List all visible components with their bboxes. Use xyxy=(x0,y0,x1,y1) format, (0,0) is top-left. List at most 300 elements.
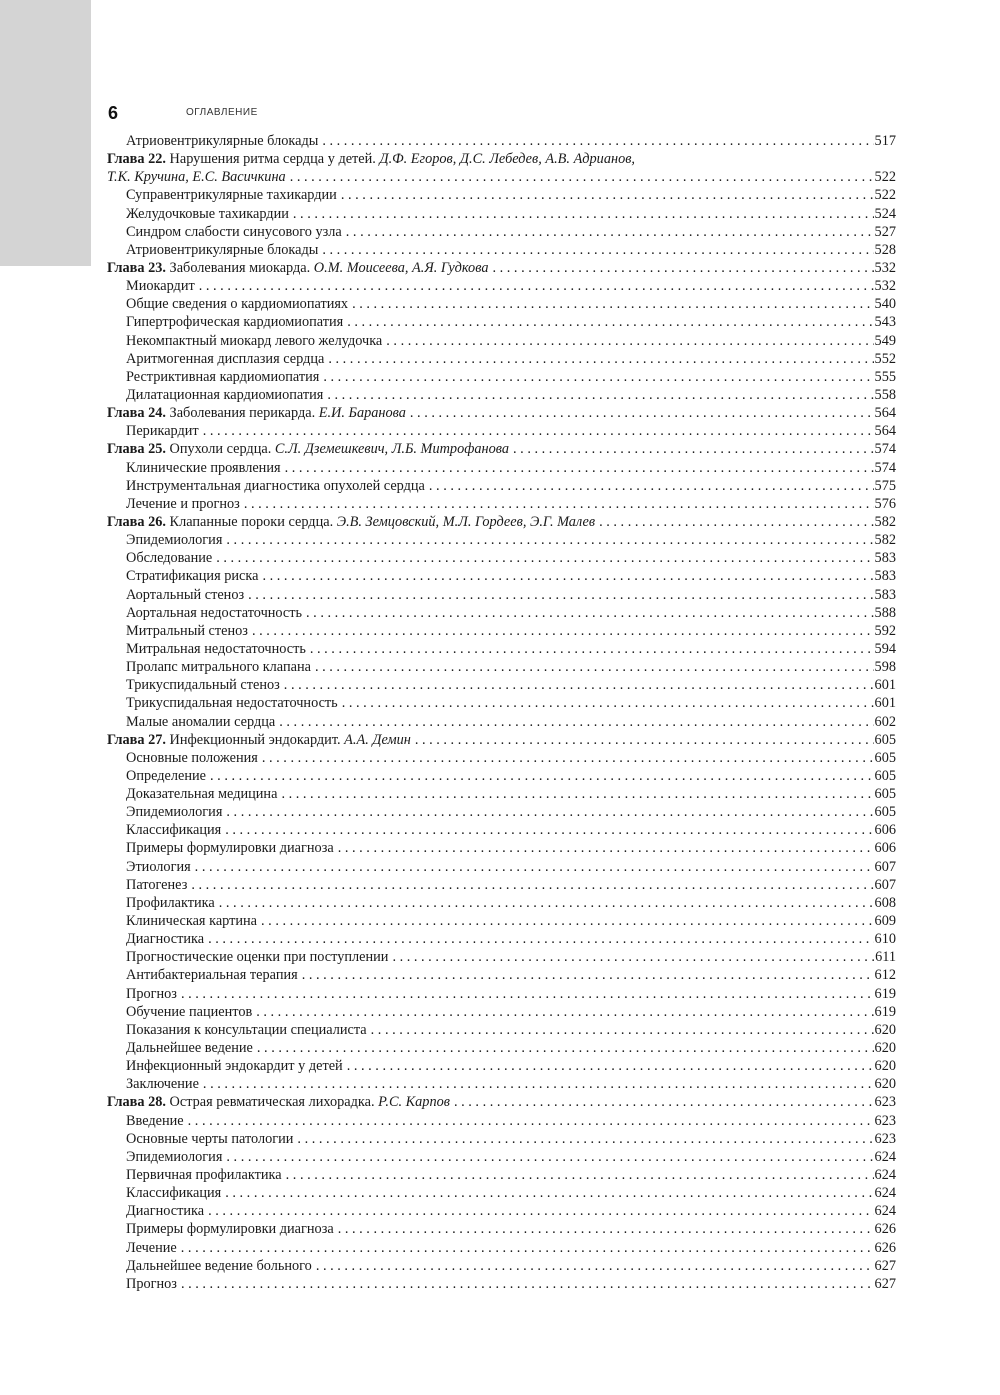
toc-entry[interactable] xyxy=(107,894,896,912)
toc-entry-text xyxy=(107,404,406,422)
toc-entry-text xyxy=(107,332,382,350)
page-ref: 612 xyxy=(874,967,896,984)
page-ref: 607 xyxy=(874,876,896,893)
dot-leader xyxy=(203,422,874,440)
toc-entry-text xyxy=(107,966,298,984)
toc-entry-text xyxy=(107,495,240,513)
dot-leader xyxy=(338,1220,874,1238)
dot-leader xyxy=(188,1112,874,1130)
section-title: Миокардит xyxy=(126,278,195,295)
page-ref: 594 xyxy=(874,640,896,657)
dot-leader xyxy=(208,930,873,948)
toc-entry-text xyxy=(107,1057,343,1075)
section-title: Дальнейшее ведение xyxy=(126,1040,253,1057)
toc-entry-text xyxy=(107,894,215,912)
toc-entry-text xyxy=(107,713,275,731)
dot-leader xyxy=(195,858,874,876)
toc-entry[interactable] xyxy=(107,930,896,948)
page-ref: 588 xyxy=(874,604,896,621)
page-ref: 627 xyxy=(874,1257,896,1274)
section-title: Рестриктивная кардиомиопатия xyxy=(126,368,320,385)
toc-entry-text xyxy=(107,731,411,749)
toc-entry[interactable] xyxy=(107,1003,896,1021)
toc-entry-text xyxy=(107,586,244,604)
page-ref: 606 xyxy=(874,840,896,857)
page-ref: 528 xyxy=(874,241,896,258)
toc-entry[interactable] xyxy=(107,876,896,894)
chapter-label: Глава 23. xyxy=(107,259,166,276)
chapter-authors: Е.И. Баранова xyxy=(318,405,406,422)
page-ref: 623 xyxy=(874,1094,896,1111)
page-ref: 524 xyxy=(874,205,896,222)
page-ref: 532 xyxy=(874,278,896,295)
toc-entry-text xyxy=(107,1021,367,1039)
toc-entry[interactable] xyxy=(107,1166,896,1184)
toc-entry[interactable] xyxy=(107,186,896,204)
toc-entry[interactable] xyxy=(107,1075,896,1093)
chapter-title: Заболевания миокарда. xyxy=(169,259,311,276)
dot-leader xyxy=(454,1093,874,1111)
section-title: Суправентрикулярные тахикардии xyxy=(126,187,337,204)
toc-entry-text xyxy=(107,803,222,821)
page-ref: 602 xyxy=(874,713,896,730)
page-ref: 608 xyxy=(874,894,896,911)
toc-entry-text xyxy=(107,1112,184,1130)
toc-entry[interactable] xyxy=(107,495,896,513)
chapter-label: Глава 27. xyxy=(107,731,166,748)
page-ref: 611 xyxy=(875,949,896,966)
toc-entry-text xyxy=(107,948,388,966)
toc-entry-text xyxy=(107,1148,222,1166)
toc-entry[interactable] xyxy=(107,1112,896,1130)
page-ref: 624 xyxy=(874,1148,896,1165)
page-ref: 583 xyxy=(874,568,896,585)
page-ref: 620 xyxy=(874,1021,896,1038)
toc-entry-text xyxy=(107,1039,253,1057)
toc-entry-text xyxy=(107,223,342,241)
toc-entry[interactable] xyxy=(107,985,896,1003)
section-title: Эпидемиология xyxy=(126,804,223,821)
toc-entry[interactable] xyxy=(107,586,896,604)
dot-leader xyxy=(199,277,874,295)
dot-leader xyxy=(347,1057,874,1075)
page-ref: 598 xyxy=(874,659,896,676)
toc-entry[interactable] xyxy=(107,350,896,368)
page-ref: 583 xyxy=(874,586,896,603)
section-title: Примеры формулировки диагноза xyxy=(126,840,334,857)
page-ref: 606 xyxy=(874,822,896,839)
toc-entry[interactable] xyxy=(107,332,896,350)
toc-entry[interactable] xyxy=(107,549,896,567)
section-title: Этиология xyxy=(126,858,191,875)
dot-leader xyxy=(327,386,873,404)
dot-leader xyxy=(281,785,873,803)
toc-entry[interactable] xyxy=(107,422,896,440)
section-title: Стратификация риска xyxy=(126,568,259,585)
dot-leader xyxy=(262,749,874,767)
dot-leader xyxy=(599,513,873,531)
chapter-label: Глава 26. xyxy=(107,513,166,530)
toc-chapter-entry[interactable] xyxy=(107,404,896,422)
toc-entry-text xyxy=(107,821,221,839)
dot-leader xyxy=(226,803,873,821)
toc-entry[interactable] xyxy=(107,640,896,658)
dot-leader xyxy=(315,658,874,676)
dot-leader xyxy=(342,694,874,712)
toc-entry[interactable] xyxy=(107,1057,896,1075)
toc-entry[interactable] xyxy=(107,1130,896,1148)
toc-entry[interactable] xyxy=(107,223,896,241)
toc-entry-text xyxy=(107,658,311,676)
chapter-title: Клапанные пороки сердца. xyxy=(169,513,334,530)
page-ref: 555 xyxy=(874,368,896,385)
page-ref: 627 xyxy=(874,1275,896,1292)
toc-entry[interactable] xyxy=(107,821,896,839)
toc-chapter-entry[interactable] xyxy=(107,440,896,458)
section-title: Антибактериальная терапия xyxy=(126,967,298,984)
chapter-label: Глава 24. xyxy=(107,405,166,422)
section-title: Трикуспидальная недостаточность xyxy=(126,695,338,712)
page-ref: 626 xyxy=(874,1239,896,1256)
toc-chapter-entry[interactable] xyxy=(107,731,896,749)
toc-entry-text xyxy=(107,749,258,767)
dot-leader xyxy=(226,531,873,549)
toc-entry-text xyxy=(107,1202,204,1220)
toc-entry[interactable] xyxy=(107,368,896,386)
page-ref: 575 xyxy=(874,477,896,494)
toc-entry[interactable] xyxy=(107,459,896,477)
dot-leader xyxy=(286,1166,874,1184)
toc-entry[interactable] xyxy=(107,477,896,495)
dot-leader xyxy=(328,350,873,368)
section-title: Малые аномалии сердца xyxy=(126,713,276,730)
page-number: 6 xyxy=(108,103,119,123)
section-title: Митральная недостаточность xyxy=(126,640,306,657)
dot-leader xyxy=(252,622,874,640)
toc-entry-text xyxy=(107,132,318,150)
dot-leader xyxy=(415,731,874,749)
dot-leader xyxy=(262,567,873,585)
toc-entry[interactable] xyxy=(107,1184,896,1202)
toc-entry-text xyxy=(107,186,337,204)
page-ref: 576 xyxy=(874,495,896,512)
toc-entry-text xyxy=(107,567,258,585)
dot-leader xyxy=(341,186,874,204)
toc-chapter-entry[interactable] xyxy=(107,513,896,531)
toc-entry[interactable] xyxy=(107,132,896,150)
page-ref: 605 xyxy=(874,767,896,784)
toc-entry-text xyxy=(107,168,286,186)
dot-leader xyxy=(322,241,873,259)
dot-leader xyxy=(290,168,874,186)
dot-leader xyxy=(306,604,874,622)
toc-entry-text xyxy=(107,368,319,386)
toc-entry[interactable] xyxy=(107,749,896,767)
section-title: Атриовентрикулярные блокады xyxy=(126,133,319,149)
section-title: Инфекционный эндокардит у детей xyxy=(126,1058,343,1075)
page-ref: 527 xyxy=(874,223,896,240)
page-ref: 558 xyxy=(874,386,896,403)
page-ref: 522 xyxy=(874,187,896,204)
toc-entry-text xyxy=(107,549,212,567)
dot-leader xyxy=(181,1239,874,1257)
section-title: Синдром слабости синусового узла xyxy=(126,223,342,240)
section-title: Определение xyxy=(126,767,207,784)
section-title: Патогенез xyxy=(126,876,188,893)
dot-leader xyxy=(297,1130,873,1148)
toc-entry[interactable] xyxy=(107,241,896,259)
dot-leader xyxy=(513,440,874,458)
page-ref: 582 xyxy=(874,532,896,549)
dot-leader xyxy=(244,495,874,513)
page-ref: 619 xyxy=(874,985,896,1002)
page-ref: 607 xyxy=(874,858,896,875)
toc-entry[interactable] xyxy=(107,1275,896,1293)
page-ref: 619 xyxy=(874,1003,896,1020)
toc-entry-text xyxy=(107,1003,252,1021)
chapter-thumb-tab xyxy=(0,0,91,266)
chapter-authors: С.Л. Дземешкевич, Л.Б. Митрофанова xyxy=(274,441,510,458)
page-ref: 605 xyxy=(874,786,896,803)
dot-leader xyxy=(316,1257,874,1275)
section-title: Эпидемиология xyxy=(126,1148,223,1165)
section-title: Аортальная недостаточность xyxy=(126,604,303,621)
toc-entry-text xyxy=(107,676,280,694)
section-title: Обследование xyxy=(126,550,213,567)
dot-leader xyxy=(386,332,873,350)
toc-entry-text xyxy=(107,1075,199,1093)
dot-leader xyxy=(181,985,874,1003)
toc-entry[interactable] xyxy=(107,713,896,731)
chapter-authors: Т.К. Кручина, Е.С. Васичкина xyxy=(107,169,286,186)
chapter-authors: Э.В. Земцовский, М.Л. Гордеев, Э.Г. Малев xyxy=(336,513,596,530)
section-title: Атриовентрикулярные блокады xyxy=(126,241,319,258)
toc-entry-text xyxy=(107,985,177,1003)
section-title: Введение xyxy=(126,1112,184,1129)
toc-entry[interactable] xyxy=(107,658,896,676)
dot-leader xyxy=(248,586,873,604)
table-of-contents xyxy=(107,132,896,1293)
toc-entry[interactable] xyxy=(107,785,896,803)
toc-entry[interactable] xyxy=(107,205,896,223)
page-ref: 564 xyxy=(874,405,896,422)
toc-entry[interactable] xyxy=(107,966,896,984)
page-ref: 574 xyxy=(874,441,896,458)
page-ref: 522 xyxy=(874,169,896,186)
chapter-authors: А.А. Демин xyxy=(344,731,411,748)
dot-leader xyxy=(256,1003,873,1021)
section-title: Митральный стеноз xyxy=(126,622,248,639)
section-title: Гипертрофическая кардиомиопатия xyxy=(126,314,344,331)
dot-leader xyxy=(219,894,874,912)
toc-entry-text xyxy=(107,1093,450,1111)
dot-leader xyxy=(208,1202,873,1220)
toc-entry[interactable] xyxy=(107,1202,896,1220)
section-title: Эпидемиология xyxy=(126,532,223,549)
dot-leader xyxy=(323,368,873,386)
section-title: Классификация xyxy=(126,822,222,839)
section-title: Примеры формулировки диагноза xyxy=(126,1221,334,1238)
toc-entry[interactable] xyxy=(107,295,896,313)
chapter-authors: Р.С. Карпов xyxy=(378,1094,450,1111)
page-ref: 626 xyxy=(874,1221,896,1238)
dot-leader xyxy=(410,404,874,422)
chapter-title: Острая ревматическая лихорадка. xyxy=(169,1094,375,1111)
dot-leader xyxy=(285,459,874,477)
toc-entry-text xyxy=(107,1130,293,1148)
toc-entry[interactable] xyxy=(107,567,896,585)
toc-entry[interactable] xyxy=(107,531,896,549)
page-ref: 624 xyxy=(874,1203,896,1220)
toc-entry-text xyxy=(107,150,635,168)
toc-entry-text xyxy=(107,295,348,313)
page-ref: 624 xyxy=(874,1185,896,1202)
toc-entry[interactable] xyxy=(107,767,896,785)
toc-entry-text xyxy=(107,459,281,477)
toc-entry[interactable] xyxy=(107,948,896,966)
toc-entry[interactable] xyxy=(107,1021,896,1039)
toc-entry-text xyxy=(107,1239,177,1257)
toc-entry-text xyxy=(107,604,302,622)
dot-leader xyxy=(279,713,873,731)
toc-entry[interactable] xyxy=(107,1039,896,1057)
page-ref: 623 xyxy=(874,1130,896,1147)
toc-entry[interactable] xyxy=(107,277,896,295)
dot-leader xyxy=(293,205,874,223)
toc-entry-text xyxy=(107,930,204,948)
toc-entry-text xyxy=(107,313,343,331)
toc-entry-text xyxy=(107,531,222,549)
page-ref: 605 xyxy=(874,804,896,821)
section-title: Общие сведения о кардиомиопатиях xyxy=(126,296,349,313)
toc-entry-text xyxy=(107,422,199,440)
section-title: Клиническая картина xyxy=(126,913,258,930)
section-title: Обучение пациентов xyxy=(126,1003,253,1020)
toc-chapter-entry[interactable] xyxy=(107,150,896,168)
page-ref: 552 xyxy=(874,350,896,367)
page-ref: 624 xyxy=(874,1167,896,1184)
section-title: Показания к консультации специалиста xyxy=(126,1021,367,1038)
toc-entry[interactable] xyxy=(107,912,896,930)
page-ref: 620 xyxy=(874,1076,896,1093)
dot-leader xyxy=(347,313,873,331)
toc-entry[interactable] xyxy=(107,622,896,640)
dot-leader xyxy=(225,821,873,839)
toc-chapter-entry[interactable] xyxy=(107,259,896,277)
dot-leader xyxy=(338,839,874,857)
dot-leader xyxy=(216,549,873,567)
page-ref: 543 xyxy=(874,314,896,331)
toc-entry[interactable] xyxy=(107,803,896,821)
toc-entry-text xyxy=(107,477,425,495)
section-title: Прогноз xyxy=(126,1275,177,1292)
toc-entry-text xyxy=(107,277,195,295)
page-ref: 592 xyxy=(874,622,896,639)
page-ref: 601 xyxy=(874,695,896,712)
page-ref: 574 xyxy=(874,459,896,476)
dot-leader xyxy=(191,876,873,894)
dot-leader xyxy=(392,948,874,966)
toc-entry[interactable] xyxy=(107,858,896,876)
toc-entry[interactable] xyxy=(107,676,896,694)
dot-leader xyxy=(203,1075,874,1093)
toc-entry-text xyxy=(107,350,324,368)
dot-leader xyxy=(429,477,874,495)
chapter-title: Инфекционный эндокардит. xyxy=(169,731,341,748)
section-title: Желудочковые тахикардии xyxy=(126,205,289,222)
chapter-title: Заболевания перикарда. xyxy=(169,405,316,422)
dot-leader xyxy=(210,767,874,785)
page-ref: 623 xyxy=(874,1112,896,1129)
dot-leader xyxy=(322,132,873,150)
page-ref: 532 xyxy=(874,259,896,276)
dot-leader xyxy=(181,1275,874,1293)
chapter-title: Опухоли сердца. xyxy=(169,441,272,458)
chapter-label: Глава 25. xyxy=(107,441,166,458)
toc-entry[interactable] xyxy=(107,313,896,331)
chapter-authors: Д.Ф. Егоров, Д.С. Лебедев, А.В. Адрианов, xyxy=(379,151,635,168)
toc-entry[interactable] xyxy=(107,839,896,857)
section-title: Дальнейшее ведение больного xyxy=(126,1257,312,1274)
dot-leader xyxy=(302,966,874,984)
dot-leader xyxy=(346,223,874,241)
toc-entry-text xyxy=(107,912,257,930)
page-ref: 582 xyxy=(874,513,896,530)
section-title: Основные черты патологии xyxy=(126,1130,294,1147)
toc-entry[interactable] xyxy=(107,1220,896,1238)
page-ref: 605 xyxy=(874,749,896,766)
page-ref: 564 xyxy=(874,423,896,440)
section-title: Первичная профилактика xyxy=(126,1167,282,1184)
toc-entry[interactable] xyxy=(107,386,896,404)
dot-leader xyxy=(225,1184,873,1202)
running-title: ОГЛАВЛЕНИЕ xyxy=(186,107,258,118)
toc-entry[interactable] xyxy=(107,1257,896,1275)
dot-leader xyxy=(284,676,874,694)
section-title: Диагностика xyxy=(126,931,205,948)
page-ref: 549 xyxy=(874,332,896,349)
section-title: Диагностика xyxy=(126,1203,205,1220)
toc-entry[interactable] xyxy=(107,694,896,712)
page-ref: 609 xyxy=(874,913,896,930)
page-ref: 540 xyxy=(874,296,896,313)
section-title: Пролапс митрального клапана xyxy=(126,659,311,676)
toc-entry-text xyxy=(107,1166,282,1184)
section-title: Трикуспидальный стеноз xyxy=(126,677,280,694)
toc-entry[interactable] xyxy=(107,604,896,622)
section-title: Аортальный стеноз xyxy=(126,586,245,603)
section-title: Аритмогенная дисплазия сердца xyxy=(126,350,325,367)
toc-entry-text xyxy=(107,622,248,640)
dot-leader xyxy=(492,259,873,277)
toc-entry-text xyxy=(107,767,206,785)
toc-entry-continuation[interactable] xyxy=(107,168,896,186)
toc-entry-text xyxy=(107,1275,177,1293)
toc-entry[interactable] xyxy=(107,1148,896,1166)
section-title: Лечение и прогноз xyxy=(126,495,240,512)
toc-entry-text xyxy=(107,640,306,658)
dot-leader xyxy=(261,912,874,930)
section-title: Прогностические оценки при поступлении xyxy=(126,949,389,966)
toc-entry-text xyxy=(107,513,595,531)
toc-entry[interactable] xyxy=(107,1239,896,1257)
toc-entry-text xyxy=(107,259,488,277)
chapter-authors: О.М. Моисеева, А.Я. Гудкова xyxy=(313,259,489,276)
toc-entry-text xyxy=(107,205,289,223)
section-title: Дилатационная кардиомиопатия xyxy=(126,386,324,403)
section-title: Основные положения xyxy=(126,749,258,766)
toc-chapter-entry[interactable] xyxy=(107,1093,896,1111)
